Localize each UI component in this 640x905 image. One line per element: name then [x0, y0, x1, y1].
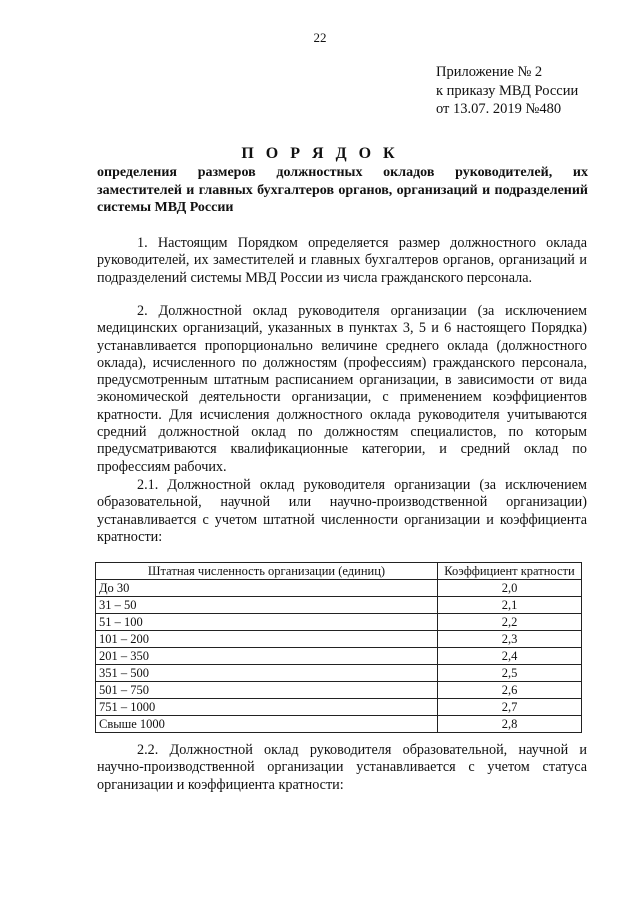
- table-row: [96, 614, 582, 631]
- paragraph-2-2: [97, 742, 587, 794]
- paragraph-2-1: [97, 477, 587, 546]
- table-row: [96, 716, 582, 733]
- headcount-cell: Свыше 1000: [96, 716, 438, 733]
- order-date-line: от 13.07. 2019 №480: [436, 101, 562, 117]
- paragraph-text: 1. Настоящим Порядком определяется размер должностного оклада руководителей, их заместителей и главных бухгалтеров органов, организаций и подразделений системы МВД России из числа гражданского персонала.: [97, 235, 587, 286]
- headcount-cell: 31 – 50: [96, 597, 438, 614]
- coefficient-cell: 2,8: [438, 716, 582, 733]
- table-row: [96, 597, 582, 614]
- coefficient-cell: 2,0: [438, 580, 582, 597]
- coefficient-cell: 2,5: [438, 665, 582, 682]
- table-row: [96, 682, 582, 699]
- coefficient-cell: 2,1: [438, 597, 582, 614]
- headcount-cell: 101 – 200: [96, 631, 438, 648]
- table-header-row: [96, 563, 582, 580]
- coefficient-cell: 2,6: [438, 682, 582, 699]
- coefficient-cell: 2,2: [438, 614, 582, 631]
- document-title: П О Р Я Д О К: [241, 145, 399, 162]
- paragraph-1: [97, 235, 587, 287]
- headcount-cell: 51 – 100: [96, 614, 438, 631]
- headcount-cell: 751 – 1000: [96, 699, 438, 716]
- header-headcount: Штатная численность организации (единиц): [96, 563, 438, 580]
- headcount-cell: 351 – 500: [96, 665, 438, 682]
- table-row: [96, 631, 582, 648]
- table-row: [96, 648, 582, 665]
- paragraph-text: 2.2. Должностной оклад руководителя образовательной, научной и научно-производственной организации устанавливается с учетом статуса организации и коэффициента кратности:: [97, 742, 587, 793]
- headcount-cell: 501 – 750: [96, 682, 438, 699]
- coefficient-cell: 2,3: [438, 631, 582, 648]
- table-row: [96, 699, 582, 716]
- coefficient-cell: 2,4: [438, 648, 582, 665]
- header-coefficient: Коэффициент кратности: [438, 563, 582, 580]
- coefficient-cell: 2,7: [438, 699, 582, 716]
- paragraph-text: 2. Должностной оклад руководителя организации (за исключением медицинских организаций, указанных в пунктах 3, 5 и 6 настоящего Порядка) устанавливается пропорционально величине среднего оклада (должностного оклада), исчисленного по должностям (профессиям) гражданского персонала, предусмотренным штатным расписанием организации, в зависимости от вида экономической деятельности организации, с применением коэффициентов кратности. Для исчисления должностного оклада руководителя учитываются средний должностной оклад по должностям специалистов, по которым предусматриваются квалификационные категории, и средний оклад по профессиям рабочих.: [97, 303, 587, 475]
- paragraph-text: 2.1. Должностной оклад руководителя организации (за исключением образовательной, научной или научно-производственной организации) устанавливается с учетом штатной численности организации и коэффициента кратности:: [97, 477, 587, 545]
- appendix-line: Приложение № 2: [436, 64, 543, 80]
- paragraph-2: [97, 303, 587, 476]
- headcount-cell: 201 – 350: [96, 648, 438, 665]
- coefficient-table: [95, 562, 582, 733]
- order-reference-line: к приказу МВД России: [436, 82, 579, 99]
- table-row: [96, 665, 582, 682]
- document-subtitle: определения размеров должностных окладов руководителей, их заместителей и главных бухгалтеров органов, организаций и подразделений системы МВД России: [97, 165, 588, 215]
- headcount-cell: До 30: [96, 580, 438, 597]
- appendix-reference: [436, 63, 626, 119]
- page-number: 22: [313, 30, 327, 45]
- table-row: [96, 580, 582, 597]
